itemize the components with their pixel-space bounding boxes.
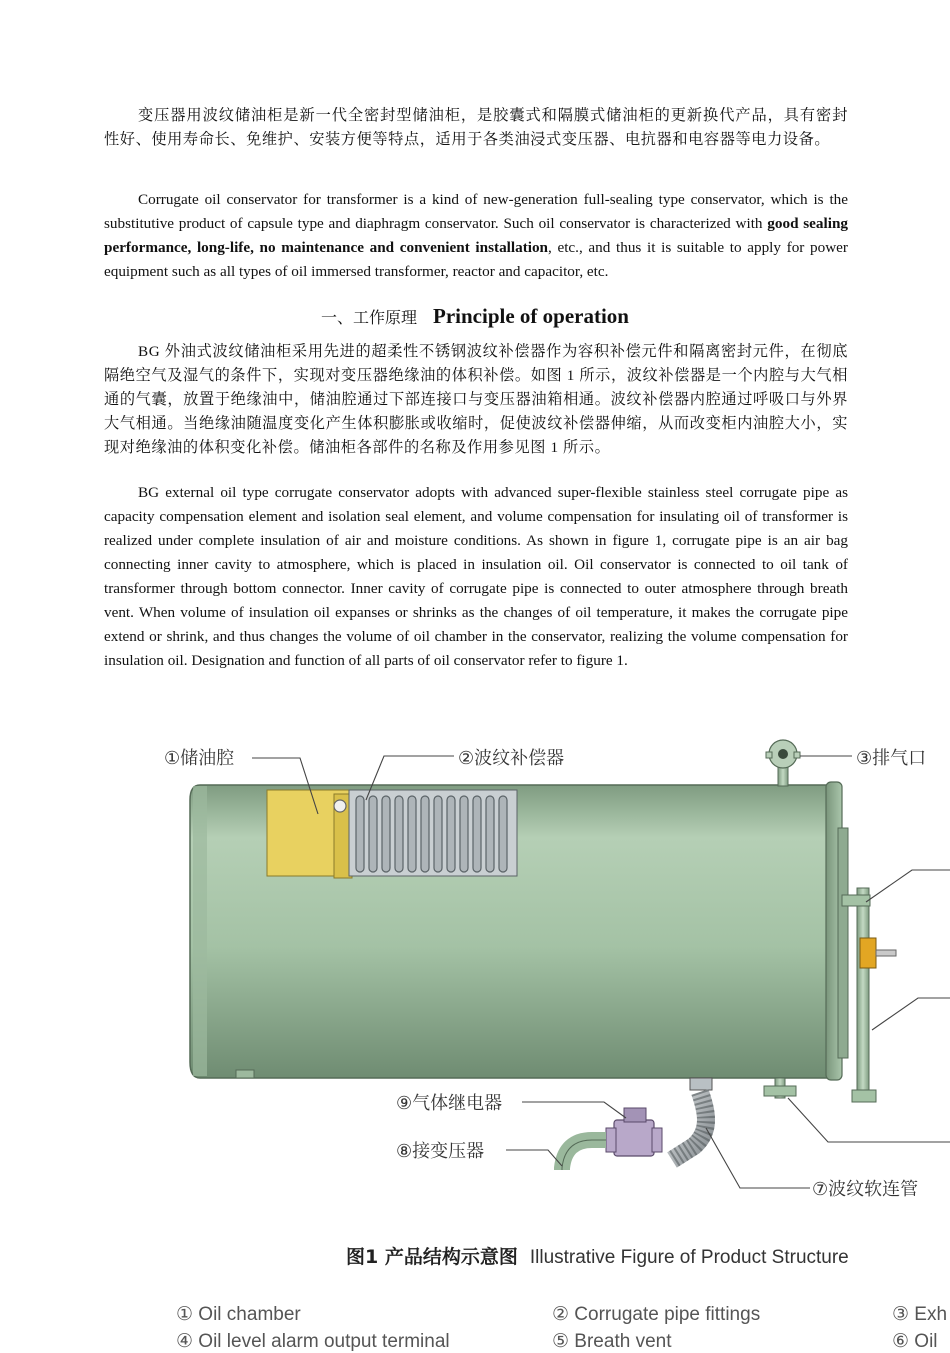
intro-en-text-end: , etc., and thus it is suitable to apply for power equipment such as all types of oil immersed transformer, reactor and capacitor, etc. bbox=[104, 239, 848, 280]
transformer-pipe bbox=[562, 1140, 606, 1170]
label-exhaust-vent: ③排气口 bbox=[856, 748, 927, 769]
label-corrugate-hose: ⑦波纹软连管 bbox=[812, 1179, 919, 1200]
legend-item: ② Corrugate pipe fittings bbox=[552, 1304, 761, 1325]
intro-en-text: Corrugate oil conservator for transformer is a kind of new-generation full-sealing type conservator, which is the substitutive product of capsule type and diaphragm conservator. Such oil conservator is characterized with bbox=[104, 191, 848, 232]
legend-item: ③ Exh bbox=[892, 1304, 948, 1325]
section-heading-en: Principle of operation bbox=[433, 304, 629, 328]
gas-relay bbox=[606, 1108, 662, 1156]
principle-zh-paragraph: BG 外油式波纹储油柜采用先进的超柔性不锈钢波纹补偿器作为容积补偿元件和隔离密封元件，在彻底隔绝空气及湿气的条件下，实现对变压器绝缘油的体积补偿。如图 1 所示，波纹补偿器是一个内腔与大气相通的气囊，放置于绝缘油中，储油腔通过下部连接口与变压器油箱相通。波纹补偿器内腔通过呼吸口与外界大气相通。当绝缘油随温度变化产生体积膨胀或收缩时，促使波纹补偿器伸缩，从而改变柜内油腔大小，实现对绝缘油的体积变化补偿。储油柜各部件的名称及作用参见图 1 所示。 bbox=[104, 343, 848, 456]
section-heading bbox=[0, 304, 950, 329]
intro-zh-paragraph: 变压器用波纹储油柜是新一代全密封型储油柜，是胶囊式和隔膜式储油柜的更新换代产品，具有密封性好、使用寿命长、免维护、安装方便等特点，适用于各类油浸式变压器、电抗器和电容器等电力设备。 bbox=[104, 107, 848, 148]
legend-item: ① Oil chamber bbox=[176, 1304, 301, 1325]
section-heading-zh: 一、工作原理 bbox=[321, 308, 418, 327]
label-oil-chamber: ①储油腔 bbox=[164, 748, 235, 769]
figure-caption bbox=[346, 1242, 849, 1269]
label-gas-relay: ⑨气体继电器 bbox=[396, 1093, 503, 1114]
intro-en-paragraph bbox=[104, 188, 848, 284]
label-corrugate-compensator: ②波纹补偿器 bbox=[458, 748, 565, 769]
legend-item: ⑤ Breath vent bbox=[552, 1331, 672, 1352]
label-to-transformer: ⑧接变压器 bbox=[396, 1141, 485, 1162]
intro-en-bold-text: good sealing performance, long-life, no maintenance and convenient installation bbox=[104, 215, 849, 256]
product-structure-figure bbox=[0, 725, 950, 1235]
legend-item: ④ Oil level alarm output terminal bbox=[176, 1331, 450, 1352]
principle-en-paragraph: BG external oil type corrugate conservator adopts with advanced super-flexible stainless steel corrugate pipe as capacity compensation element and isolation seal element, and volume compensation for insulating oil of transformer is realized under complete insulation of air and moisture conditions. As shown in figure 1, corrugate pipe is an air bag connecting inner cavity to atmosphere, which is placed in insulation oil. Oil conservator is connected to oil tank of transformer through bottom connector. Inner cavity of corrugate pipe is connected to outer atmosphere through breath vent. When volume of insulation oil expanses or shrinks as the changes of oil temperature, it makes the corrugate pipe extend or shrink, and thus changes the volume of oil chamber in the conservator, realizing the volume compensation for insulation oil. Designation and function of all parts of oil conservator refer to figure 1. bbox=[104, 484, 848, 669]
exhaust-vent bbox=[766, 740, 800, 786]
corrugate-bellows bbox=[334, 790, 517, 876]
figure-caption-en: Illustrative Figure of Product Structure bbox=[529, 1247, 849, 1268]
legend-item: ⑥ Oil bbox=[892, 1331, 938, 1352]
figure-caption-zh: 图1 产品结构示意图 bbox=[346, 1246, 518, 1268]
